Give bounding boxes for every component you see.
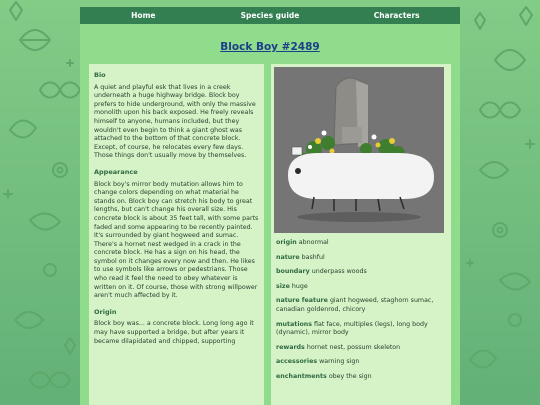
trait-mutations: mutations flat face, multiples (legs), long body (dynamic), mirror body [276, 320, 428, 337]
trait-origin: origin abnormal [276, 239, 329, 246]
trait-size: size huge [276, 282, 308, 290]
bio-card [89, 64, 264, 405]
origin-text: Block boy was... a concrete block. Long long ago it may have supported a bridge, but after years it became dilapidated and chipped, supporting [94, 320, 254, 345]
nav-species-guide[interactable]: Species guide [240, 11, 300, 20]
bio-heading: Bio [94, 71, 106, 79]
appearance-text: Block boy's mirror body mutation allows him to change colors depending on what material he stands on. Block boy can stretch his body to great lengths, but can't change his overall size. His concrete block is about 35 feet tall, with some parts faded and some appearing to be recently painted. It's surrounded by giant hogweed and sumac. There's a hornet nest wedged in a crack in the concrete block. He has a sign on his head, the symbol on it changes every now and then. He likes to use symbols like arrows or pedestrians. Those who read it feel the need to obey whatever is written on it. Of course, those with strong willpower aren't much affected by it. [94, 180, 259, 300]
trait-enchantments: enchantments obey the sign [276, 372, 372, 380]
content-panel [80, 24, 460, 405]
bio-text: A quiet and playful esk that lives in a creek underneath a huge highway bridge. Block boy prefers to hide underground, with only the massive monolith upon his back exposed. He freely reveals himself to anyone, humans included, but they wouldn't even begin to think a giant ghost was attached to the bottom of that concrete block. Except, of course, he relocates every few days. Those things don't usually move by themselves. [94, 83, 256, 160]
nav-home[interactable]: Home [131, 11, 156, 20]
traits-card [271, 64, 451, 405]
nav-characters[interactable]: Characters [373, 11, 420, 20]
top-nav [80, 7, 460, 24]
character-image [274, 67, 444, 233]
trait-nature: nature bashful [276, 253, 325, 261]
trait-boundary: boundary underpass woods [276, 268, 367, 276]
origin-heading: Origin [94, 307, 117, 316]
page-title[interactable]: Block Boy #2489 [220, 41, 320, 53]
trait-accessories: accessories warning sign [276, 358, 360, 366]
trait-rewards: rewards hornet nest, possum skeleton [276, 343, 401, 351]
appearance-heading: Appearance [94, 167, 138, 176]
trait-nature-feature: nature feature giant hogweed, staghorn sumac, canadian goldenrod, chicory [276, 297, 434, 313]
